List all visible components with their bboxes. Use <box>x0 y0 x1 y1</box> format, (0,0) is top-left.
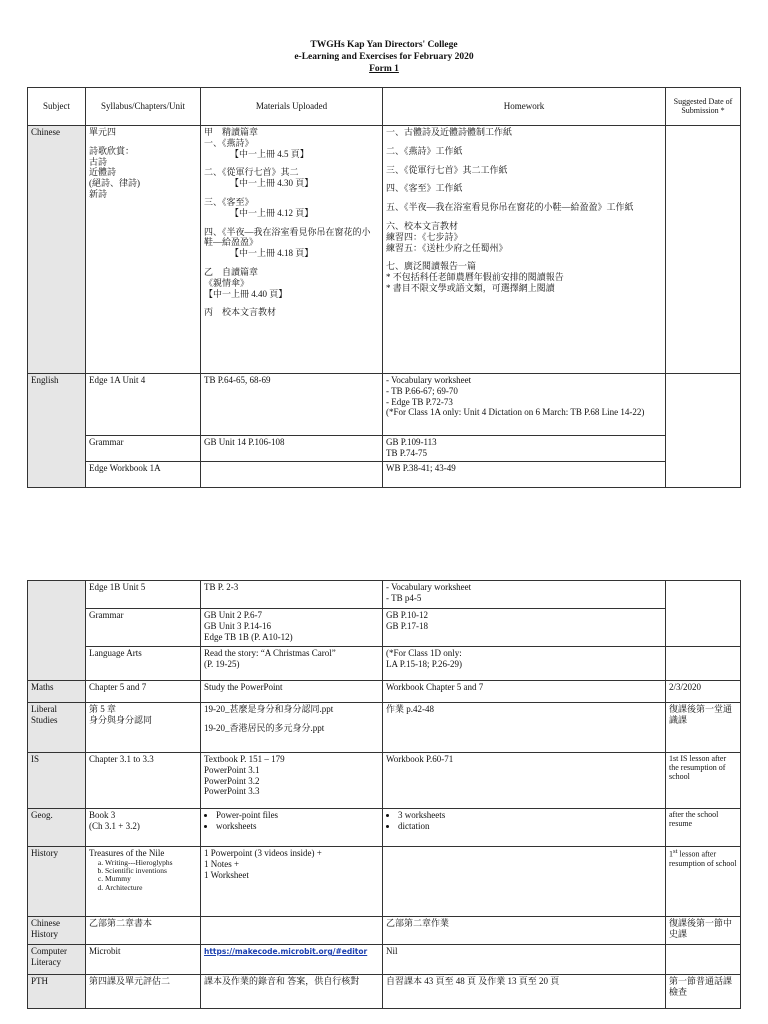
english2-homework-2: GB P.10-12 GB P.17-18 <box>383 609 666 647</box>
subject-maths: Maths <box>28 681 86 703</box>
geog-syllabus: Book 3 (Ch 3.1 + 3.2) <box>86 809 201 847</box>
table-row-is <box>28 753 741 809</box>
document-title: TWGHs Kap Yan Directors' College <box>310 40 458 50</box>
maths-homework: Workbook Chapter 5 and 7 <box>383 681 666 703</box>
english-date <box>666 374 741 488</box>
chinese-homework: 一、古體詩及近體詩體制工作紙 二、《燕詩》工作紙 三、《從軍行七首》其二工作紙 四、《客至》工作紙 五、《半夜—我在浴室看見你吊在窗花的小鞋—給盈盈》工作紙 六、校本文言教材 練習四：《七步詩》 練習五：《送杜少府之任蜀州》 七、廣泛閱讀報告一篇 * 不包括科任老師農曆年假前安排的閱讀報告 * 書目不限文學或語文類，可選擇網上閱讀 <box>383 126 666 374</box>
chinese-date <box>666 126 741 374</box>
table-row-maths <box>28 681 741 703</box>
geog-homework: • 3 worksheets • dictation <box>383 809 666 847</box>
english2-homework-1: - Vocabulary worksheet - TB p4-5 <box>383 581 666 609</box>
subject-history: History <box>28 847 86 917</box>
table-row-computer-literacy <box>28 945 741 975</box>
subject-chinese-history: Chinese History <box>28 917 86 945</box>
maths-materials: Study the PowerPoint <box>201 681 383 703</box>
table-row-liberal-studies <box>28 703 741 753</box>
pth-materials: 課本及作業的錄音和 答案，供自行核對 <box>201 975 383 1009</box>
subject-english: English <box>28 374 86 488</box>
cl-homework: Nil <box>383 945 666 975</box>
ls-date: 復課後第一堂通識課 <box>666 703 741 753</box>
english2-syllabus-3: Language Arts <box>86 647 201 681</box>
document-subtitle: e-Learning and Exercises for February 2020 <box>294 52 474 62</box>
ls-homework: 作業 p.42-48 <box>383 703 666 753</box>
english-materials-1: TB P.64-65, 68-69 <box>201 374 383 436</box>
history-syllabus: Treasures of the Nile a. Writing---Hieroglyphs b. Scientific inventions c. Mummy d. Architecture <box>86 847 201 917</box>
is-materials: Textbook P. 151 – 179 PowerPoint 3.1 PowerPoint 3.2 PowerPoint 3.3 <box>201 753 383 809</box>
subject-is: IS <box>28 753 86 809</box>
english-syllabus-3: Edge Workbook 1A <box>86 462 201 488</box>
english2-homework-3: (*For Class 1D only: LA P.15-18; P.26-29) <box>383 647 666 681</box>
table-row-english-workbook <box>28 462 741 488</box>
history-homework <box>383 847 666 917</box>
english-syllabus-2: Grammar <box>86 436 201 462</box>
table-row-pth <box>28 975 741 1009</box>
english-homework-3: WB P.38-41; 43-49 <box>383 462 666 488</box>
english2-date-3 <box>666 647 741 681</box>
subject-liberal-studies: Liberal Studies <box>28 703 86 753</box>
chist-homework: 乙部第二章作業 <box>383 917 666 945</box>
table-row-english-unit5 <box>28 581 741 609</box>
homework-table-page1 <box>27 87 741 488</box>
table-row-english2-arts <box>28 647 741 681</box>
history-materials: 1 Powerpoint (3 videos inside) + 1 Notes + 1 Worksheet <box>201 847 383 917</box>
chinese-materials: 甲 精讀篇章 一、《燕詩》 【中一上冊 4.5 頁】 二、《從軍行七首》其二 【中一上冊 4.30 頁】 三、《客至》 【中一上冊 4.12 頁】 四、《半夜—我在浴室看見你吊在窗花的小鞋—給盈盈》 【中一上冊 4.18 頁】 乙 自讀篇章 《親情傘》 【中一上冊 4.40 頁】 丙 校本文言教材 <box>201 126 383 374</box>
english-homework-2: GB P.109-113 TB P.74-75 <box>383 436 666 462</box>
subject-english-cont <box>28 581 86 681</box>
geog-materials: • Power-point files • worksheets <box>201 809 383 847</box>
english-syllabus-1: Edge 1A Unit 4 <box>86 374 201 436</box>
history-date: 1st lesson after resumption of school <box>666 847 741 917</box>
english2-syllabus-2: Grammar <box>86 609 201 647</box>
english2-materials-1: TB P. 2-3 <box>201 581 383 609</box>
cl-date <box>666 945 741 975</box>
table-row-english2-grammar <box>28 609 741 647</box>
header-homework: Homework <box>383 88 666 126</box>
is-homework: Workbook P.60-71 <box>383 753 666 809</box>
maths-syllabus: Chapter 5 and 7 <box>86 681 201 703</box>
english2-materials-2: GB Unit 2 P.6-7 GB Unit 3 P.14-16 Edge TB 1B (P. A10-12) <box>201 609 383 647</box>
table-row-geog <box>28 809 741 847</box>
english2-materials-3: Read the story: “A Christmas Carol” (P. 19-25) <box>201 647 383 681</box>
maths-date: 2/3/2020 <box>666 681 741 703</box>
pth-syllabus: 第四課及單元評估二 <box>86 975 201 1009</box>
header-materials: Materials Uploaded <box>201 88 383 126</box>
table-row-chinese <box>28 126 741 374</box>
table-row-english-grammar <box>28 436 741 462</box>
header-submission: Suggested Date of Submission * <box>666 88 741 126</box>
pth-homework: 自習課本 43 頁至 48 頁 及作業 13 頁至 20 頁 <box>383 975 666 1009</box>
cl-materials <box>201 945 383 975</box>
microbit-editor-link[interactable]: https://makecode.microbit.org/#editor <box>204 947 368 956</box>
table-row-english-unit4 <box>28 374 741 436</box>
english-materials-3 <box>201 462 383 488</box>
subject-computer-literacy: Computer Literacy <box>28 945 86 975</box>
chinese-syllabus: 單元四 詩歌欣賞： 古詩 近體詩 (絕詩、律詩) 新詩 <box>86 126 201 374</box>
english-materials-2: GB Unit 14 P.106-108 <box>201 436 383 462</box>
table-row-chinese-history <box>28 917 741 945</box>
cl-syllabus: Microbit <box>86 945 201 975</box>
is-date: 1st IS lesson after the resumption of school <box>666 753 741 809</box>
table-header-row <box>28 88 741 126</box>
header-syllabus: Syllabus/Chapters/Unit <box>86 88 201 126</box>
geog-date: after the school resume <box>666 809 741 847</box>
header-subject: Subject <box>28 88 86 126</box>
subject-chinese: Chinese <box>28 126 86 374</box>
ls-syllabus: 第 5 章 身分與身分認同 <box>86 703 201 753</box>
english2-syllabus-1: Edge 1B Unit 5 <box>86 581 201 609</box>
table-row-history <box>28 847 741 917</box>
ls-materials: 19-20_甚麼是身分和身分認同.ppt 19-20_香港居民的多元身分.ppt <box>201 703 383 753</box>
form-label: Form 1 <box>369 64 399 74</box>
is-syllabus: Chapter 3.1 to 3.3 <box>86 753 201 809</box>
chist-materials <box>201 917 383 945</box>
chist-date: 復課後第一節中史課 <box>666 917 741 945</box>
english-homework-1: - Vocabulary worksheet - TB P.66-67; 69-70 - Edge TB P.72-73 (*For Class 1A only: Unit 4 Dictation on 6 March: TB P.68 Line 14-22) <box>383 374 666 436</box>
chist-syllabus: 乙部第二章書本 <box>86 917 201 945</box>
subject-pth: PTH <box>28 975 86 1009</box>
english2-date-1 <box>666 581 741 647</box>
homework-table-page2 <box>27 580 741 1009</box>
pth-date: 第一節普通話課檢查 <box>666 975 741 1009</box>
subject-geog: Geog. <box>28 809 86 847</box>
